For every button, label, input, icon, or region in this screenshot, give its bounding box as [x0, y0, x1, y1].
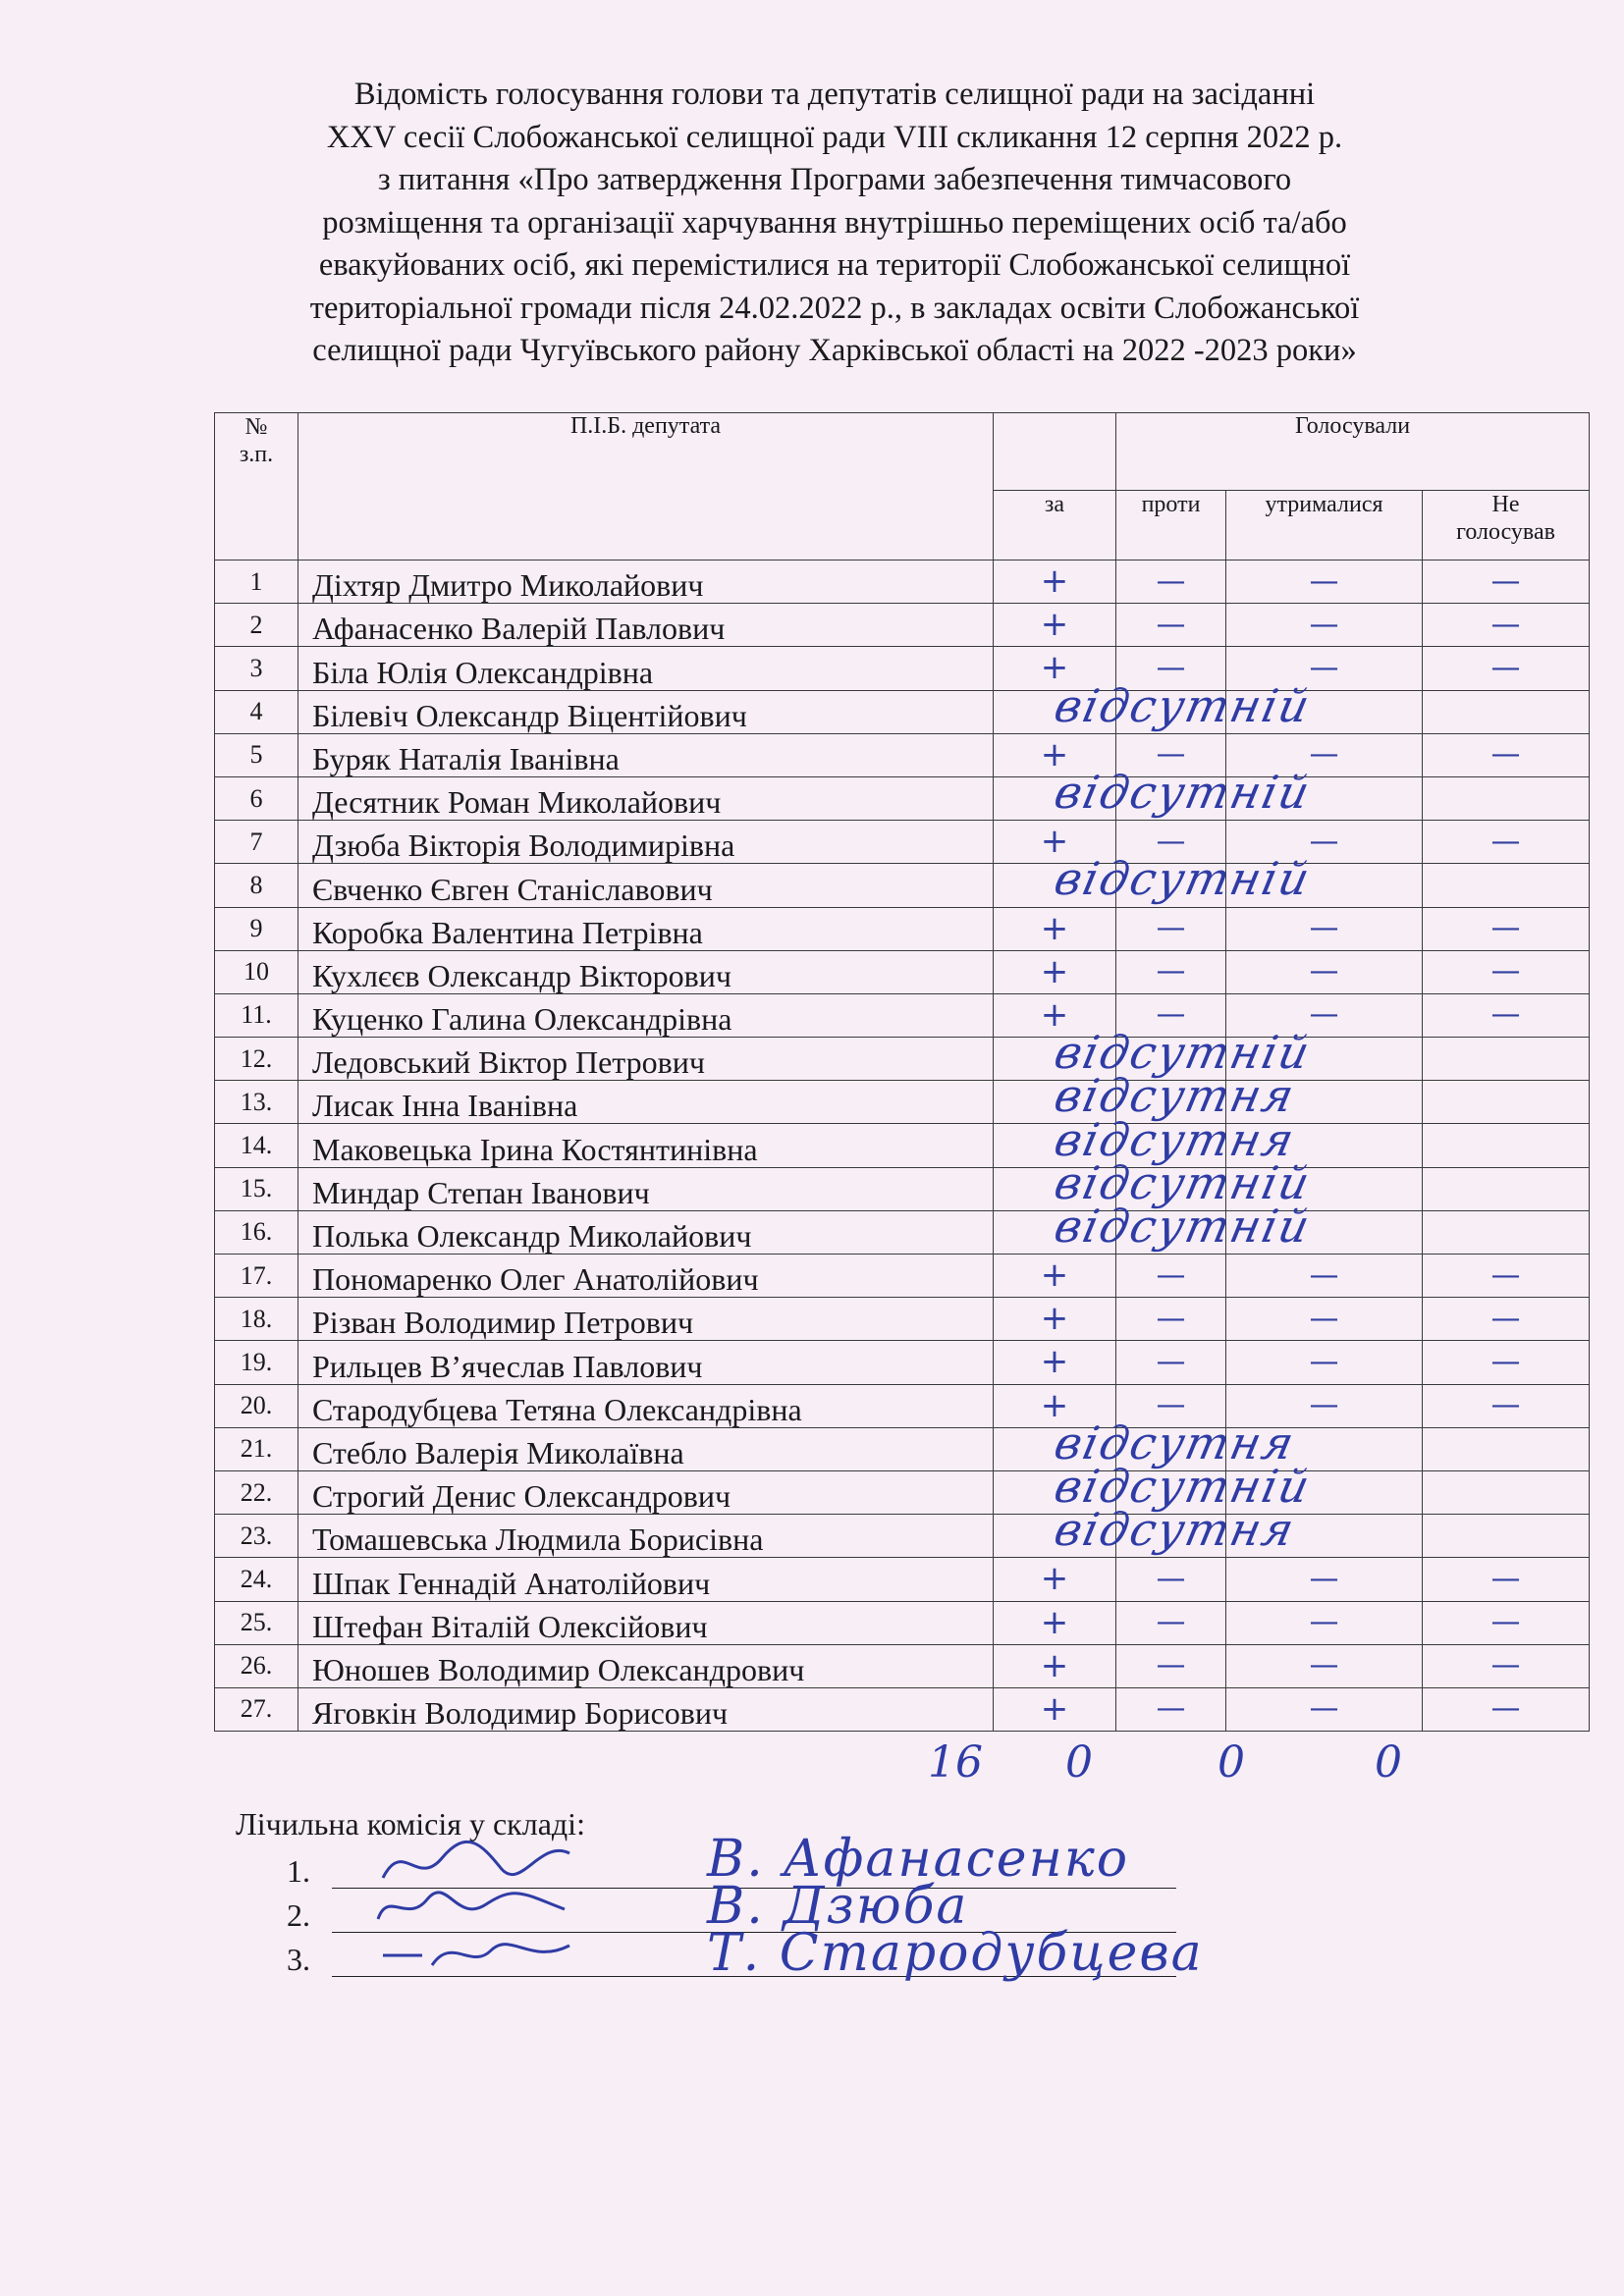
table-row	[215, 1255, 1590, 1298]
vote-cell-against	[1116, 821, 1226, 864]
table-row	[215, 907, 1590, 950]
vote-cell-not-voted	[1423, 1341, 1590, 1384]
vote-cell-not-voted	[1423, 604, 1590, 647]
vote-cell-abstained	[1226, 1167, 1423, 1210]
vote-dash-mark: —	[1156, 824, 1186, 859]
table-row	[215, 1470, 1590, 1514]
vote-cell-not-voted	[1423, 1384, 1590, 1427]
total-against: 0	[1065, 1737, 1093, 1788]
vote-cell-for	[994, 1644, 1116, 1687]
vote-cell-for	[994, 1515, 1116, 1558]
vote-dash-mark: —	[1309, 1301, 1339, 1336]
table-row	[215, 821, 1590, 864]
vote-dash-mark: —	[1156, 997, 1186, 1033]
handwritten-signature	[373, 1926, 589, 1980]
deputy-name: Біла Юлія Олександрівна	[298, 647, 994, 690]
vote-cell-against	[1116, 604, 1226, 647]
vote-plus-mark: +	[1040, 605, 1069, 645]
table-row	[215, 950, 1590, 993]
vote-cell-against	[1116, 993, 1226, 1037]
vote-cell-abstained	[1226, 1687, 1423, 1731]
vote-cell-against	[1116, 1167, 1226, 1210]
vote-cell-not-voted	[1423, 864, 1590, 907]
vote-cell-abstained	[1226, 950, 1423, 993]
vote-cell-for	[994, 733, 1116, 776]
vote-cell-for	[994, 1601, 1116, 1644]
vote-cell-abstained	[1226, 1601, 1423, 1644]
deputy-name: Яговкін Володимир Борисович	[298, 1687, 994, 1731]
vote-cell-for	[994, 1384, 1116, 1427]
row-number: 27.	[215, 1687, 298, 1731]
vote-cell-abstained	[1226, 821, 1423, 864]
vote-plus-mark: +	[1040, 648, 1069, 688]
vote-dash-mark: —	[1156, 954, 1186, 989]
table-row	[215, 1298, 1590, 1341]
vote-dash-mark: —	[1156, 1691, 1186, 1727]
vote-cell-not-voted	[1423, 690, 1590, 733]
vote-dash-mark: —	[1156, 1257, 1186, 1293]
vote-cell-for	[994, 1167, 1116, 1210]
vote-dash-mark: —	[1309, 563, 1339, 599]
vote-cell-not-voted	[1423, 1558, 1590, 1601]
absent-handwritten-note: відсутня	[1050, 1112, 1301, 1166]
vote-cell-not-voted	[1423, 1601, 1590, 1644]
deputy-name: Діхтяр Дмитро Миколайович	[298, 561, 994, 604]
vote-dash-mark: —	[1490, 1561, 1521, 1596]
table-row	[215, 1644, 1590, 1687]
commission-member-number: 2.	[287, 1897, 310, 1933]
deputy-name: Штефан Віталій Олексійович	[298, 1601, 994, 1644]
vote-cell-not-voted	[1423, 733, 1590, 776]
vote-cell-against	[1116, 1384, 1226, 1427]
vote-cell-for	[994, 1210, 1116, 1254]
vote-dash-mark: —	[1490, 1257, 1521, 1293]
table-row	[215, 733, 1590, 776]
deputy-name: Десятник Роман Миколайович	[298, 776, 994, 820]
vote-cell-not-voted	[1423, 1644, 1590, 1687]
column-header-voted: Голосували	[1116, 413, 1590, 491]
vote-dash-mark: —	[1490, 737, 1521, 773]
vote-cell-abstained	[1226, 1470, 1423, 1514]
deputy-name: Строгий Денис Олександрович	[298, 1470, 994, 1514]
vote-plus-mark: +	[1040, 994, 1069, 1035]
table-row	[215, 1167, 1590, 1210]
vote-cell-against	[1116, 1687, 1226, 1731]
vote-cell-not-voted	[1423, 950, 1590, 993]
vote-cell-abstained	[1226, 604, 1423, 647]
vote-cell-not-voted	[1423, 1427, 1590, 1470]
table-row	[215, 1558, 1590, 1601]
vote-dash-mark: —	[1156, 1344, 1186, 1379]
vote-dash-mark: —	[1156, 1648, 1186, 1683]
column-header-abstained: утрималися	[1226, 491, 1423, 561]
table-row	[215, 1081, 1590, 1124]
vote-plus-mark: +	[1040, 1559, 1069, 1599]
vote-cell-not-voted	[1423, 1687, 1590, 1731]
row-number: 20.	[215, 1384, 298, 1427]
vote-dash-mark: —	[1156, 911, 1186, 946]
header-line: з питання «Про затвердження Програми забезпечення тимчасового	[377, 162, 1292, 197]
vote-cell-abstained	[1226, 561, 1423, 604]
vote-cell-against	[1116, 864, 1226, 907]
column-header-number-text: № з.п.	[239, 414, 274, 467]
row-number: 15.	[215, 1167, 298, 1210]
vote-cell-abstained	[1226, 690, 1423, 733]
voting-table	[214, 412, 1590, 1732]
vote-cell-against	[1116, 1298, 1226, 1341]
table-row	[215, 776, 1590, 820]
vote-cell-not-voted	[1423, 1210, 1590, 1254]
vote-cell-abstained	[1226, 1341, 1423, 1384]
vote-cell-not-voted	[1423, 1298, 1590, 1341]
vote-cell-abstained	[1226, 993, 1423, 1037]
vote-cell-for	[994, 1038, 1116, 1081]
vote-cell-for	[994, 1470, 1116, 1514]
table-row	[215, 690, 1590, 733]
vote-cell-not-voted	[1423, 907, 1590, 950]
vote-plus-mark: +	[1040, 1342, 1069, 1382]
vote-dash-mark: —	[1490, 1344, 1521, 1379]
deputy-name: Лисак Інна Іванівна	[298, 1081, 994, 1124]
vote-cell-abstained	[1226, 1644, 1423, 1687]
vote-cell-for	[994, 1558, 1116, 1601]
vote-cell-not-voted	[1423, 1515, 1590, 1558]
vote-cell-abstained	[1226, 1255, 1423, 1298]
vote-cell-not-voted	[1423, 1470, 1590, 1514]
table-row	[215, 864, 1590, 907]
commission-member-number: 3.	[287, 1942, 310, 1977]
vote-cell-against	[1116, 1038, 1226, 1081]
deputy-name: Куценко Галина Олександрівна	[298, 993, 994, 1037]
vote-dash-mark: —	[1490, 650, 1521, 685]
absent-handwritten-note: відсутній	[1050, 1155, 1317, 1209]
vote-plus-mark: +	[1040, 1299, 1069, 1339]
vote-cell-abstained	[1226, 1558, 1423, 1601]
header-line: Відомість голосування голови та депутатів селищної ради на засіданні	[353, 77, 1316, 112]
vote-cell-abstained	[1226, 1427, 1423, 1470]
vote-cell-for	[994, 993, 1116, 1037]
vote-dash-mark: —	[1156, 607, 1186, 642]
vote-dash-mark: —	[1156, 1388, 1186, 1423]
deputy-name: Пономаренко Олег Анатолійович	[298, 1255, 994, 1298]
row-number: 4	[215, 690, 298, 733]
table-row	[215, 561, 1590, 604]
vote-cell-for	[994, 561, 1116, 604]
vote-dash-mark: —	[1490, 824, 1521, 859]
row-number: 24.	[215, 1558, 298, 1601]
vote-cell-for	[994, 604, 1116, 647]
vote-plus-mark: +	[1040, 1645, 1069, 1685]
table-row	[215, 1601, 1590, 1644]
row-number: 13.	[215, 1081, 298, 1124]
row-number: 11.	[215, 993, 298, 1037]
row-number: 17.	[215, 1255, 298, 1298]
vote-plus-mark: +	[1040, 951, 1069, 991]
column-header-number	[215, 413, 298, 561]
vote-cell-against	[1116, 690, 1226, 733]
vote-cell-not-voted	[1423, 1167, 1590, 1210]
vote-dash-mark: —	[1490, 563, 1521, 599]
vote-plus-mark: +	[1040, 822, 1069, 862]
vote-cell-abstained	[1226, 864, 1423, 907]
vote-dash-mark: —	[1309, 1344, 1339, 1379]
vote-plus-mark: +	[1040, 1255, 1069, 1296]
table-row	[215, 1687, 1590, 1731]
row-number: 12.	[215, 1038, 298, 1081]
deputy-name: Білевіч Олександр Віцентійович	[298, 690, 994, 733]
absent-handwritten-note: відсутній	[1050, 766, 1317, 819]
row-number: 9	[215, 907, 298, 950]
vote-dash-mark: —	[1490, 1605, 1521, 1640]
deputy-name: Коробка Валентина Петрівна	[298, 907, 994, 950]
vote-cell-against	[1116, 1124, 1226, 1167]
row-number: 19.	[215, 1341, 298, 1384]
vote-dash-mark: —	[1309, 954, 1339, 989]
vote-cell-abstained	[1226, 1081, 1423, 1124]
absent-handwritten-note: відсутній	[1050, 1460, 1317, 1514]
table-row	[215, 1341, 1590, 1384]
vote-cell-abstained	[1226, 1515, 1423, 1558]
vote-dash-mark: —	[1490, 1648, 1521, 1683]
vote-cell-abstained	[1226, 1384, 1423, 1427]
row-number: 3	[215, 647, 298, 690]
header-line: розміщення та організації харчування внутрішньо переміщених осіб та/або	[322, 204, 1347, 240]
column-header-empty	[994, 413, 1116, 491]
column-header-name: П.І.Б. депутата	[298, 413, 994, 561]
vote-dash-mark: —	[1309, 1561, 1339, 1596]
vote-cell-abstained	[1226, 776, 1423, 820]
vote-dash-mark: —	[1309, 824, 1339, 859]
column-header-against: проти	[1116, 491, 1226, 561]
vote-dash-mark: —	[1156, 650, 1186, 685]
deputy-name: Маковецька Ірина Костянтинівна	[298, 1124, 994, 1167]
row-number: 26.	[215, 1644, 298, 1687]
vote-totals	[0, 1737, 1624, 1796]
total-for: 16	[928, 1737, 983, 1788]
vote-cell-for	[994, 1124, 1116, 1167]
vote-dash-mark: —	[1309, 1648, 1339, 1683]
row-number: 22.	[215, 1470, 298, 1514]
vote-dash-mark: —	[1309, 737, 1339, 773]
vote-dash-mark: —	[1490, 997, 1521, 1033]
vote-cell-abstained	[1226, 1298, 1423, 1341]
vote-plus-mark: +	[1040, 561, 1069, 602]
deputy-name: Ледовський Віктор Петрович	[298, 1038, 994, 1081]
deputy-name: Афанасенко Валерій Павлович	[298, 604, 994, 647]
table-row	[215, 1038, 1590, 1081]
vote-cell-not-voted	[1423, 1124, 1590, 1167]
vote-cell-not-voted	[1423, 561, 1590, 604]
total-not-voted: 0	[1375, 1737, 1402, 1788]
vote-plus-mark: +	[1040, 734, 1069, 774]
vote-dash-mark: —	[1309, 650, 1339, 685]
vote-dash-mark: —	[1156, 737, 1186, 773]
table-row	[215, 1384, 1590, 1427]
vote-cell-against	[1116, 1341, 1226, 1384]
row-number: 25.	[215, 1601, 298, 1644]
vote-dash-mark: —	[1490, 954, 1521, 989]
vote-cell-abstained	[1226, 647, 1423, 690]
vote-cell-abstained	[1226, 1124, 1423, 1167]
column-header-for: за	[994, 491, 1116, 561]
absent-handwritten-note: відсутня	[1050, 1416, 1301, 1469]
vote-dash-mark: —	[1490, 1388, 1521, 1423]
table-row	[215, 1210, 1590, 1254]
vote-dash-mark: —	[1309, 607, 1339, 642]
deputy-name: Стебло Валерія Миколаївна	[298, 1427, 994, 1470]
absent-handwritten-note: відсутня	[1050, 1069, 1301, 1123]
commission-member-name: Т. Стародубцева	[707, 1924, 1204, 1983]
vote-cell-for	[994, 950, 1116, 993]
vote-dash-mark: —	[1490, 1691, 1521, 1727]
vote-dash-mark: —	[1156, 1301, 1186, 1336]
deputy-name: Стародубцева Тетяна Олександрівна	[298, 1384, 994, 1427]
table-row	[215, 647, 1590, 690]
vote-dash-mark: —	[1490, 1301, 1521, 1336]
vote-cell-not-voted	[1423, 993, 1590, 1037]
vote-dash-mark: —	[1309, 1605, 1339, 1640]
total-abstained: 0	[1218, 1737, 1245, 1788]
column-header-not-voted-text: Не голосував	[1456, 492, 1555, 545]
row-number: 2	[215, 604, 298, 647]
vote-cell-against	[1116, 1210, 1226, 1254]
vote-cell-for	[994, 1081, 1116, 1124]
deputy-name: Юношев Володимир Олександрович	[298, 1644, 994, 1687]
vote-plus-mark: +	[1040, 1688, 1069, 1729]
commission-member-number: 1.	[287, 1853, 310, 1889]
vote-cell-for	[994, 690, 1116, 733]
table-body	[215, 561, 1590, 1732]
row-number: 18.	[215, 1298, 298, 1341]
vote-cell-for	[994, 1427, 1116, 1470]
row-number: 14.	[215, 1124, 298, 1167]
deputy-name: Різван Володимир Петрович	[298, 1298, 994, 1341]
table-row	[215, 993, 1590, 1037]
row-number: 16.	[215, 1210, 298, 1254]
row-number: 7	[215, 821, 298, 864]
vote-cell-against	[1116, 776, 1226, 820]
vote-cell-against	[1116, 1255, 1226, 1298]
absent-handwritten-note: відсутня	[1050, 1503, 1301, 1557]
vote-cell-for	[994, 1255, 1116, 1298]
vote-cell-against	[1116, 1427, 1226, 1470]
deputy-name: Рильцев В’ячеслав Павлович	[298, 1341, 994, 1384]
vote-cell-against	[1116, 907, 1226, 950]
vote-plus-mark: +	[1040, 1602, 1069, 1642]
vote-cell-against	[1116, 647, 1226, 690]
vote-cell-not-voted	[1423, 1081, 1590, 1124]
commission-member-name: В. Афанасенко	[707, 1830, 1130, 1889]
vote-cell-for	[994, 1687, 1116, 1731]
vote-cell-not-voted	[1423, 776, 1590, 820]
deputy-name: Миндар Степан Іванович	[298, 1167, 994, 1210]
table-row	[215, 1515, 1590, 1558]
absent-handwritten-note: відсутній	[1050, 678, 1317, 732]
header-line: евакуйованих осіб, які перемістилися на території Слобожанської селищної	[318, 247, 1351, 283]
deputy-name: Полька Олександр Миколайович	[298, 1210, 994, 1254]
vote-cell-abstained	[1226, 1210, 1423, 1254]
vote-cell-against	[1116, 950, 1226, 993]
vote-dash-mark: —	[1156, 563, 1186, 599]
vote-cell-against	[1116, 1470, 1226, 1514]
row-number: 1	[215, 561, 298, 604]
document-header	[196, 74, 1473, 373]
absent-handwritten-note: відсутній	[1050, 852, 1317, 906]
deputy-name: Буряк Наталія Іванівна	[298, 733, 994, 776]
vote-dash-mark: —	[1490, 607, 1521, 642]
column-header-not-voted	[1423, 491, 1590, 561]
table-row	[215, 1427, 1590, 1470]
vote-cell-for	[994, 1341, 1116, 1384]
vote-dash-mark: —	[1156, 1605, 1186, 1640]
vote-plus-mark: +	[1040, 908, 1069, 948]
commission-title: Лічильна комісія у складі:	[236, 1806, 585, 1842]
deputy-name: Євченко Євген Станіславович	[298, 864, 994, 907]
vote-cell-against	[1116, 1601, 1226, 1644]
deputy-name: Кухлєєв Олександр Вікторович	[298, 950, 994, 993]
commission-member-name: В. Дзюба	[707, 1877, 969, 1936]
vote-cell-for	[994, 907, 1116, 950]
vote-dash-mark: —	[1309, 1257, 1339, 1293]
vote-cell-against	[1116, 1644, 1226, 1687]
vote-dash-mark: —	[1309, 1388, 1339, 1423]
row-number: 5	[215, 733, 298, 776]
vote-cell-not-voted	[1423, 1038, 1590, 1081]
vote-dash-mark: —	[1309, 997, 1339, 1033]
vote-cell-abstained	[1226, 907, 1423, 950]
vote-cell-against	[1116, 1558, 1226, 1601]
row-number: 6	[215, 776, 298, 820]
deputy-name: Томашевська Людмила Борисівна	[298, 1515, 994, 1558]
vote-cell-for	[994, 1298, 1116, 1341]
vote-dash-mark: —	[1156, 1561, 1186, 1596]
deputy-name: Дзюба Вікторія Володимирівна	[298, 821, 994, 864]
vote-cell-for	[994, 776, 1116, 820]
vote-dash-mark: —	[1309, 1691, 1339, 1727]
vote-cell-not-voted	[1423, 1255, 1590, 1298]
vote-cell-for	[994, 864, 1116, 907]
vote-cell-not-voted	[1423, 647, 1590, 690]
header-line: територіальної громади після 24.02.2022 р., в закладах освіти Слобожанської	[309, 290, 1360, 326]
vote-cell-against	[1116, 1081, 1226, 1124]
header-line: селищної ради Чугуївського району Харківської області на 2022 -2023 роки»	[312, 333, 1357, 368]
vote-plus-mark: +	[1040, 1385, 1069, 1425]
absent-handwritten-note: відсутній	[1050, 1026, 1317, 1080]
deputy-name: Шпак Геннадій Анатолійович	[298, 1558, 994, 1601]
table-row	[215, 1124, 1590, 1167]
row-number: 10	[215, 950, 298, 993]
vote-cell-not-voted	[1423, 821, 1590, 864]
vote-cell-against	[1116, 561, 1226, 604]
row-number: 21.	[215, 1427, 298, 1470]
vote-cell-abstained	[1226, 1038, 1423, 1081]
row-number: 23.	[215, 1515, 298, 1558]
header-line: XXV сесії Слобожанської селищної ради VIII скликання 12 серпня 2022 р.	[326, 119, 1343, 155]
vote-dash-mark: —	[1490, 911, 1521, 946]
vote-cell-for	[994, 647, 1116, 690]
vote-cell-abstained	[1226, 733, 1423, 776]
vote-cell-against	[1116, 1515, 1226, 1558]
absent-handwritten-note: відсутній	[1050, 1200, 1317, 1253]
row-number: 8	[215, 864, 298, 907]
vote-dash-mark: —	[1309, 911, 1339, 946]
vote-cell-against	[1116, 733, 1226, 776]
table-row	[215, 604, 1590, 647]
vote-cell-for	[994, 821, 1116, 864]
